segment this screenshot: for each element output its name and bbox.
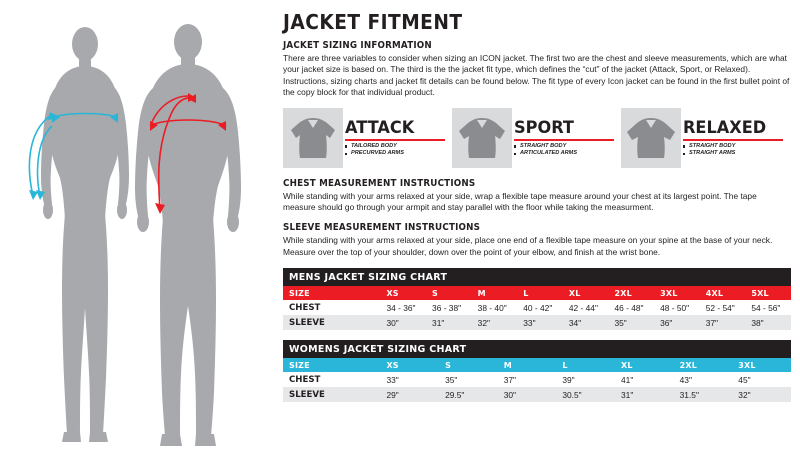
cell: 29" xyxy=(380,387,439,402)
cell: 31" xyxy=(615,387,674,402)
col-xs: XS xyxy=(380,358,439,372)
content-column xyxy=(283,10,791,402)
table-header-row xyxy=(283,358,791,372)
col-size: SIZE xyxy=(283,358,380,372)
cell: 39" xyxy=(556,372,615,387)
col-l: L xyxy=(517,286,563,300)
cell: 41" xyxy=(615,372,674,387)
table-row xyxy=(283,372,791,387)
fit-bullets xyxy=(514,143,577,158)
col-xl: XL xyxy=(563,286,609,300)
section-sleeve-measurement xyxy=(283,222,791,258)
cell: 34 - 36" xyxy=(380,300,426,315)
section-body: While standing with your arms relaxed at your side, place one end of a flexible tape measure on your spine at the base of your neck. Measure over the top of your shoulder, down over the point of your elbow, and finish at the wrist bone. xyxy=(283,235,773,257)
cell: 32" xyxy=(732,387,791,402)
attack-jacket-icon xyxy=(283,108,343,168)
cell: 33" xyxy=(517,315,563,330)
table-row xyxy=(283,300,791,315)
cell: 37" xyxy=(700,315,746,330)
col-xs: XS xyxy=(380,286,426,300)
fit-name: SPORT xyxy=(514,117,574,138)
cell: 42 - 44" xyxy=(563,300,609,315)
womens-table-body xyxy=(283,372,791,402)
col-4xl: 4XL xyxy=(700,286,746,300)
col-s: S xyxy=(439,358,498,372)
row-label: SLEEVE xyxy=(283,387,380,402)
cell: 34" xyxy=(563,315,609,330)
cell: 46 - 48" xyxy=(608,300,654,315)
col-size: SIZE xyxy=(283,286,380,300)
womens-size-table xyxy=(283,358,791,402)
col-5xl: 5XL xyxy=(745,286,791,300)
fit-bullets xyxy=(345,143,404,158)
mens-table-header xyxy=(283,286,791,300)
fit-underline xyxy=(345,139,445,141)
table-row xyxy=(283,387,791,402)
section-heading: CHEST MEASUREMENT INSTRUCTIONS xyxy=(283,177,476,189)
cell: 35" xyxy=(608,315,654,330)
cell: 32" xyxy=(472,315,518,330)
fit-name: RELAXED xyxy=(683,117,767,138)
sport-jacket-icon xyxy=(452,108,512,168)
col-3xl: 3XL xyxy=(654,286,700,300)
womens-chart-title: WOMENS JACKET SIZING CHART xyxy=(283,340,791,358)
fit-type-relaxed xyxy=(621,108,790,168)
fit-bullet: PRECURVED ARMS xyxy=(345,150,404,158)
mens-chart-title: MENS JACKET SIZING CHART xyxy=(283,268,791,286)
relaxed-jacket-icon xyxy=(621,108,681,168)
cell: 30.5" xyxy=(556,387,615,402)
section-jacket-sizing-information xyxy=(283,40,791,99)
page-title: JACKET FITMENT xyxy=(283,10,463,34)
measurement-illustration xyxy=(0,0,268,466)
section-body: There are three variables to consider when sizing an ICON jacket. The first two are the chest and sleeve measurements, which are what your jacket size is based on. The third is the the jacket fit type, which defines the “cut” of the jacket (Attack, Sport, or Relaxed). Instructions, sizing charts and jacket fit details can be found below. The fit type of every Icon jacket can be found in the first bullet point of the copy block for that individual product. xyxy=(283,53,790,98)
col-2xl: 2XL xyxy=(674,358,733,372)
col-s: S xyxy=(426,286,472,300)
mens-sizing-chart xyxy=(283,268,791,330)
col-3xl: 3XL xyxy=(732,358,791,372)
fit-bullet: STRAIGHT BODY xyxy=(683,143,735,151)
cell: 52 - 54" xyxy=(700,300,746,315)
section-chest-measurement xyxy=(283,178,791,214)
row-label: SLEEVE xyxy=(283,315,380,330)
cell: 31" xyxy=(426,315,472,330)
cell: 54 - 56" xyxy=(745,300,791,315)
fit-bullets xyxy=(683,143,735,158)
section-heading: JACKET SIZING INFORMATION xyxy=(283,40,432,51)
col-l: L xyxy=(556,358,615,372)
cell: 36" xyxy=(654,315,700,330)
fit-name: ATTACK xyxy=(345,117,415,138)
female-body-silhouette xyxy=(41,27,129,442)
cell: 45" xyxy=(732,372,791,387)
fit-type-attack xyxy=(283,108,452,168)
mens-size-table xyxy=(283,286,791,330)
col-m: M xyxy=(472,286,518,300)
cell: 33" xyxy=(380,372,439,387)
cell: 48 - 50" xyxy=(654,300,700,315)
fit-bullet: ARTICULATED ARMS xyxy=(514,150,577,158)
col-2xl: 2XL xyxy=(608,286,654,300)
section-heading: SLEEVE MEASUREMENT INSTRUCTIONS xyxy=(283,222,481,234)
col-xl: XL xyxy=(615,358,674,372)
col-m: M xyxy=(498,358,557,372)
table-header-row xyxy=(283,286,791,300)
section-body: While standing with your arms relaxed at your side, wrap a flexible tape measure around your chest at its largest point. The tape measure should go through your armpit and stay parallel with the floor while taking the measurment. xyxy=(283,190,757,213)
cell: 31.5" xyxy=(674,387,733,402)
fit-bullet: TAILORED BODY xyxy=(345,143,404,151)
cell: 35" xyxy=(439,372,498,387)
fit-type-sport xyxy=(452,108,621,168)
row-label: CHEST xyxy=(283,372,380,387)
fit-underline xyxy=(683,139,783,141)
cell: 40 - 42" xyxy=(517,300,563,315)
cell: 30" xyxy=(380,315,426,330)
fit-type-strip xyxy=(283,108,791,168)
male-body-silhouette xyxy=(135,24,241,446)
fit-bullet: STRAIGHT BODY xyxy=(514,143,577,151)
cell: 43" xyxy=(674,372,733,387)
cell: 38 - 40" xyxy=(472,300,518,315)
cell: 37" xyxy=(498,372,557,387)
fit-underline xyxy=(514,139,614,141)
mens-table-body xyxy=(283,300,791,330)
table-row xyxy=(283,315,791,330)
womens-sizing-chart xyxy=(283,340,791,402)
cell: 36 - 38" xyxy=(426,300,472,315)
cell: 38" xyxy=(745,315,791,330)
womens-table-header xyxy=(283,358,791,372)
cell: 30" xyxy=(498,387,557,402)
cell: 29.5" xyxy=(439,387,498,402)
fit-bullet: STRAIGHT ARMS xyxy=(683,150,735,158)
row-label: CHEST xyxy=(283,300,380,315)
